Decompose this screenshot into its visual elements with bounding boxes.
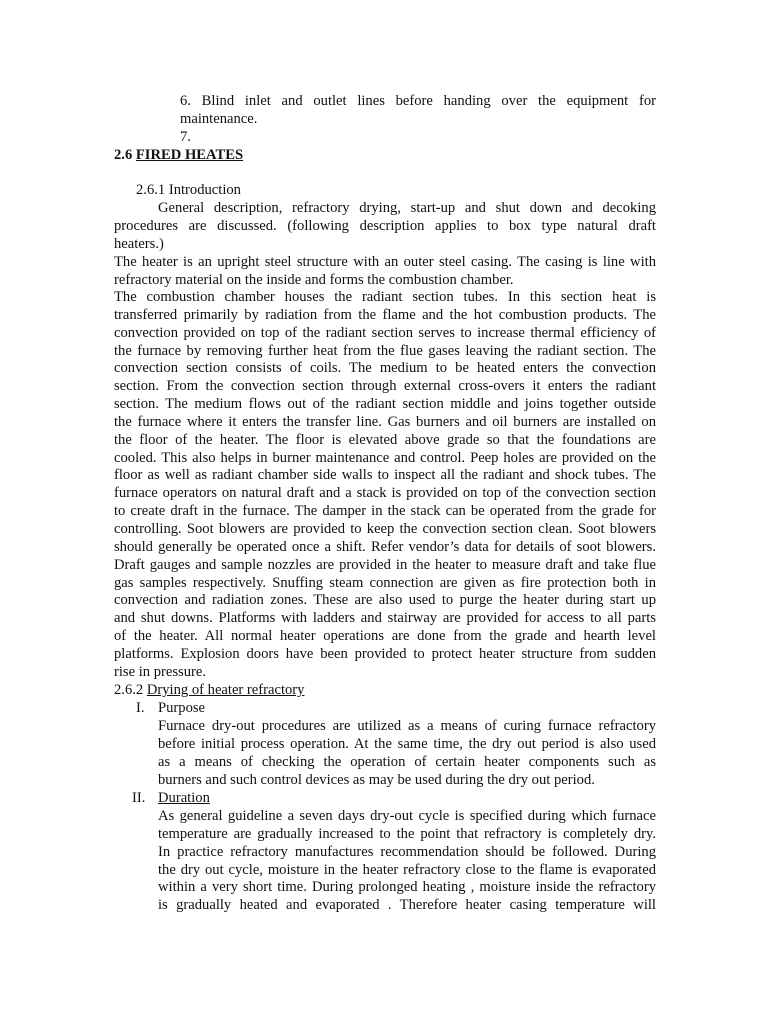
intro-p3-line: furnace operators on natural draft and a stack is provided on top of the convection section: [114, 485, 656, 502]
intro-paragraph-2: [114, 254, 656, 290]
intro-p3-line: section. The medium flows out of the radiant section middle and joins together outside: [114, 396, 656, 413]
duration-line: In practice refractory manufactures recommendation should be followed. During: [158, 843, 656, 860]
duration-line: As general guideline a seven days dry-out cycle is specified during which furnace: [158, 808, 656, 824]
intro-paragraph-3: [114, 289, 656, 682]
intro-p3-line: platforms. Explosion doors have been provided to protect heater structure from sudden: [114, 645, 656, 662]
duration-line: within a very short time. During prolonged heating , moisture inside the refractory: [158, 879, 656, 896]
list-item-7: 7.: [180, 128, 191, 145]
purpose-label: Purpose: [158, 700, 206, 716]
list-item-6-line-2: maintenance.: [180, 110, 258, 127]
section-title: FIRED HEATES: [135, 147, 244, 163]
purpose-line: as a means of checking the operation of certain heater components such as: [158, 753, 656, 770]
duration-line: is gradually heated and evaporated . Therefore heater casing temperature will: [158, 897, 656, 914]
intro-p3-line: rise in pressure.: [114, 663, 206, 680]
intro-p3-line: controlling. Soot blowers are provided to keep the convection section clean. Soot blowers: [114, 520, 656, 537]
introduction-heading: 2.6.1 Introduction: [136, 182, 241, 198]
intro-p3-line: section. From the convection section through external cross-overs it enters the radiant: [114, 378, 656, 395]
intro-p3-line: cooled. This also helps in burner maintenance and control. Peep holes are provided on the: [114, 449, 656, 466]
purpose-paragraph: [158, 718, 656, 789]
intro-p1-line: procedures are discussed. (following description applies to box type natural draft: [114, 217, 656, 234]
intro-p3-line: the floor of the heater. The floor is elevated above grade so that the foundations are: [114, 431, 656, 448]
intro-p3-line: convection and radiation zones. These are also used to purge the heater during start up: [114, 592, 656, 609]
section-number: 2.6: [114, 147, 136, 163]
duration-line: the dry out cycle, moisture in the heater refractory close to the flame is evaporated: [158, 861, 656, 878]
intro-p3-line: convection provided on top of the radiant section serves to increase thermal efficiency of: [114, 324, 656, 341]
intro-p2-line: refractory material on the inside and forms the combustion chamber.: [114, 271, 514, 288]
intro-p3-line: The combustion chamber houses the radiant section tubes. In this section heat is: [114, 289, 656, 305]
drying-heading: [114, 682, 304, 700]
duration-paragraph: [158, 808, 656, 915]
purpose-line: before initial process operation. At the same time, the dry out period is also used: [158, 735, 656, 752]
intro-p3-line: of the heater. All normal heater operations are done from the grade and hearth level: [114, 628, 656, 645]
section-heading: [114, 147, 243, 165]
intro-p3-line: convection section consists of coils. The medium to be heated enters the convection: [114, 360, 656, 377]
intro-p1-line: General description, refractory drying, start-up and shut down and decoking: [158, 200, 656, 216]
duration-line: temperature are gradually increased to the point that refractory is completely dry.: [158, 825, 656, 842]
intro-p3-line: transferred primarily by radiation from the flame and the hot combustion products. The: [114, 306, 656, 323]
list-item-6: [180, 93, 656, 147]
list-item-6-line-1: 6. Blind inlet and outlet lines before handing over the equipment for: [180, 93, 656, 109]
duration-label: Duration: [158, 790, 210, 806]
intro-p3-line: gas samples respectively. Snuffing steam connection are given as fire protection both in: [114, 574, 656, 591]
intro-p3-line: the furnace by removing further heat from the flue gases leaving the radiant section. The: [114, 342, 656, 359]
purpose-line: burners and such control devices as may be used during the dry out period.: [158, 771, 595, 788]
intro-p2-line: The heater is an upright steel structure with an outer steel casing. The casing is line with: [114, 254, 656, 270]
intro-p3-line: floor as well as radiant chamber side walls to inspect all the radiant and shock tubes. The: [114, 467, 656, 484]
intro-p3-line: the furnace where it enters the transfer line. Gas burners and oil burners are installed on: [114, 413, 656, 430]
purpose-line: Furnace dry-out procedures are utilized as a means of curing furnace refractory: [158, 718, 656, 734]
drying-number: 2.6.2: [114, 682, 147, 698]
intro-p3-line: to create draft in the furnace. The damper in the stack can be operated from the grade for: [114, 503, 656, 520]
intro-paragraph-1: [114, 200, 656, 254]
duration-numeral: II.: [132, 790, 146, 806]
intro-p1-line: heaters.): [114, 235, 164, 252]
intro-p3-line: Draft gauges and sample nozzles are provided in the heater to measure draft and take flue: [114, 556, 656, 573]
purpose-numeral: I.: [136, 700, 145, 716]
intro-p3-line: and shut downs. Platforms with ladders and stairway are provided for access to all parts: [114, 610, 656, 627]
drying-title: Drying of heater refractory: [146, 682, 305, 698]
intro-p3-line: should generally be operated once a shift. Refer vendor’s data for details of soot blowers.: [114, 538, 656, 555]
